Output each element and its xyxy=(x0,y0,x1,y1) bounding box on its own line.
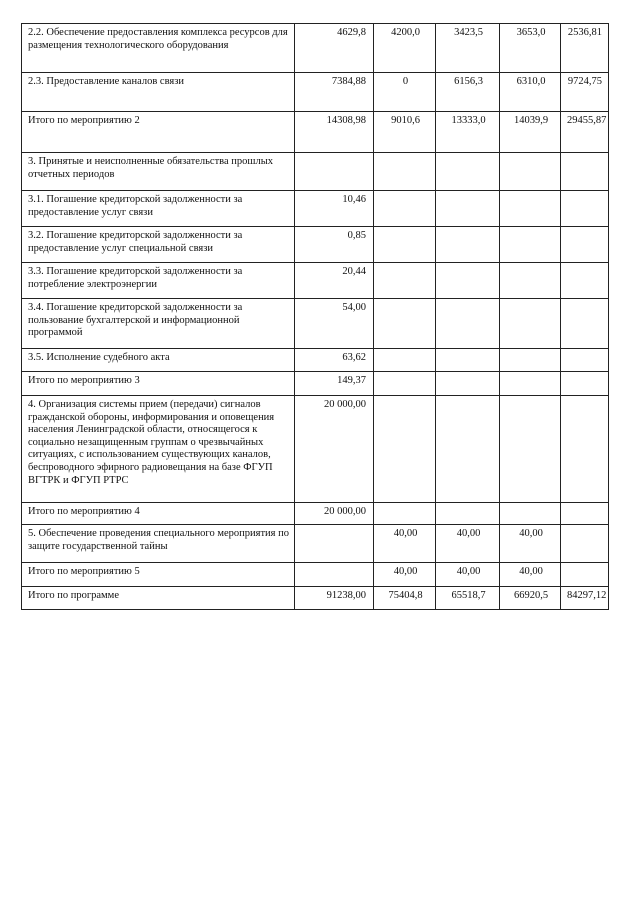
value-cell xyxy=(500,396,561,503)
value-cell xyxy=(436,191,500,227)
table-row xyxy=(22,587,609,610)
table-body xyxy=(22,24,609,610)
table-row xyxy=(22,396,609,503)
row-label: 3.2. Погашение кредиторской задолженности за предоставление услуг специальной связи xyxy=(22,227,295,263)
value-cell: 40,00 xyxy=(436,563,500,587)
value-cell xyxy=(561,503,609,525)
row-label: 3.4. Погашение кредиторской задолженности за пользование бухгалтерской и информационной программой xyxy=(22,299,295,349)
value-cell: 3653,0 xyxy=(500,24,561,73)
row-label: Итого по мероприятию 5 xyxy=(22,563,295,587)
value-cell xyxy=(561,349,609,372)
value-cell xyxy=(295,563,374,587)
value-cell xyxy=(436,153,500,191)
value-cell xyxy=(436,503,500,525)
row-label: 3.3. Погашение кредиторской задолженности за потребление электроэнергии xyxy=(22,263,295,299)
value-cell xyxy=(436,396,500,503)
value-cell: 40,00 xyxy=(374,563,436,587)
value-cell: 84297,12 xyxy=(561,587,609,610)
table-row xyxy=(22,349,609,372)
table-row xyxy=(22,24,609,73)
value-cell: 0,85 xyxy=(295,227,374,263)
table-row xyxy=(22,525,609,563)
row-label: 5. Обеспечение проведения специального мероприятия по защите государственной тайны xyxy=(22,525,295,563)
value-cell xyxy=(436,227,500,263)
value-cell xyxy=(500,191,561,227)
value-cell: 4200,0 xyxy=(374,24,436,73)
value-cell: 13333,0 xyxy=(436,112,500,153)
value-cell: 10,46 xyxy=(295,191,374,227)
table-row xyxy=(22,299,609,349)
value-cell xyxy=(374,299,436,349)
row-label: 3. Принятые и неисполненные обязательства прошлых отчетных периодов xyxy=(22,153,295,191)
table-row xyxy=(22,372,609,396)
value-cell xyxy=(374,191,436,227)
value-cell xyxy=(500,503,561,525)
row-label: 4. Организация системы прием (передачи) сигналов гражданской обороны, информирования и оповещения населения Ленинградской области, относящегося к социально незащищенным группам о чрезвычайных ситуациях, с использованием существующих каналов, беспроводного эфирного радиовещания на базе ФГУП ВГТРК и ФГУП РТРС xyxy=(22,396,295,503)
row-label: 2.3. Предоставление каналов связи xyxy=(22,73,295,112)
value-cell xyxy=(374,349,436,372)
value-cell: 63,62 xyxy=(295,349,374,372)
table-row xyxy=(22,73,609,112)
value-cell xyxy=(561,227,609,263)
value-cell: 9010,6 xyxy=(374,112,436,153)
value-cell xyxy=(374,396,436,503)
value-cell xyxy=(500,153,561,191)
row-label: Итого по мероприятию 3 xyxy=(22,372,295,396)
value-cell: 40,00 xyxy=(500,563,561,587)
value-cell: 3423,5 xyxy=(436,24,500,73)
value-cell xyxy=(561,191,609,227)
value-cell: 2536,81 xyxy=(561,24,609,73)
value-cell xyxy=(436,263,500,299)
value-cell: 0 xyxy=(374,73,436,112)
value-cell xyxy=(561,372,609,396)
table-row xyxy=(22,263,609,299)
value-cell xyxy=(561,299,609,349)
value-cell xyxy=(500,372,561,396)
value-cell: 20,44 xyxy=(295,263,374,299)
value-cell: 91238,00 xyxy=(295,587,374,610)
value-cell xyxy=(561,396,609,503)
value-cell xyxy=(561,563,609,587)
value-cell: 40,00 xyxy=(500,525,561,563)
value-cell: 6156,3 xyxy=(436,73,500,112)
value-cell: 14039,9 xyxy=(500,112,561,153)
row-label: 3.1. Погашение кредиторской задолженности за предоставление услуг связи xyxy=(22,191,295,227)
row-label: Итого по мероприятию 4 xyxy=(22,503,295,525)
value-cell xyxy=(500,349,561,372)
value-cell: 29455,87 xyxy=(561,112,609,153)
value-cell xyxy=(561,525,609,563)
row-label: 3.5. Исполнение судебного акта xyxy=(22,349,295,372)
value-cell: 6310,0 xyxy=(500,73,561,112)
value-cell: 149,37 xyxy=(295,372,374,396)
value-cell xyxy=(374,227,436,263)
table-row xyxy=(22,153,609,191)
value-cell xyxy=(374,503,436,525)
value-cell: 40,00 xyxy=(436,525,500,563)
budget-table xyxy=(21,23,609,610)
value-cell: 7384,88 xyxy=(295,73,374,112)
value-cell xyxy=(561,263,609,299)
value-cell: 20 000,00 xyxy=(295,396,374,503)
value-cell xyxy=(374,372,436,396)
table-row xyxy=(22,112,609,153)
value-cell: 40,00 xyxy=(374,525,436,563)
value-cell xyxy=(295,525,374,563)
value-cell xyxy=(436,372,500,396)
table-row xyxy=(22,191,609,227)
value-cell: 14308,98 xyxy=(295,112,374,153)
table-row xyxy=(22,227,609,263)
value-cell xyxy=(436,349,500,372)
value-cell xyxy=(500,263,561,299)
value-cell: 4629,8 xyxy=(295,24,374,73)
value-cell xyxy=(374,153,436,191)
row-label: Итого по программе xyxy=(22,587,295,610)
value-cell xyxy=(374,263,436,299)
value-cell: 9724,75 xyxy=(561,73,609,112)
value-cell xyxy=(500,227,561,263)
value-cell xyxy=(436,299,500,349)
value-cell xyxy=(295,153,374,191)
row-label: Итого по мероприятию 2 xyxy=(22,112,295,153)
value-cell: 20 000,00 xyxy=(295,503,374,525)
value-cell xyxy=(561,153,609,191)
row-label: 2.2. Обеспечение предоставления комплекса ресурсов для размещения технологического оборудования xyxy=(22,24,295,73)
value-cell xyxy=(500,299,561,349)
table-row xyxy=(22,503,609,525)
value-cell: 75404,8 xyxy=(374,587,436,610)
value-cell: 54,00 xyxy=(295,299,374,349)
value-cell: 66920,5 xyxy=(500,587,561,610)
value-cell: 65518,7 xyxy=(436,587,500,610)
table-row xyxy=(22,563,609,587)
